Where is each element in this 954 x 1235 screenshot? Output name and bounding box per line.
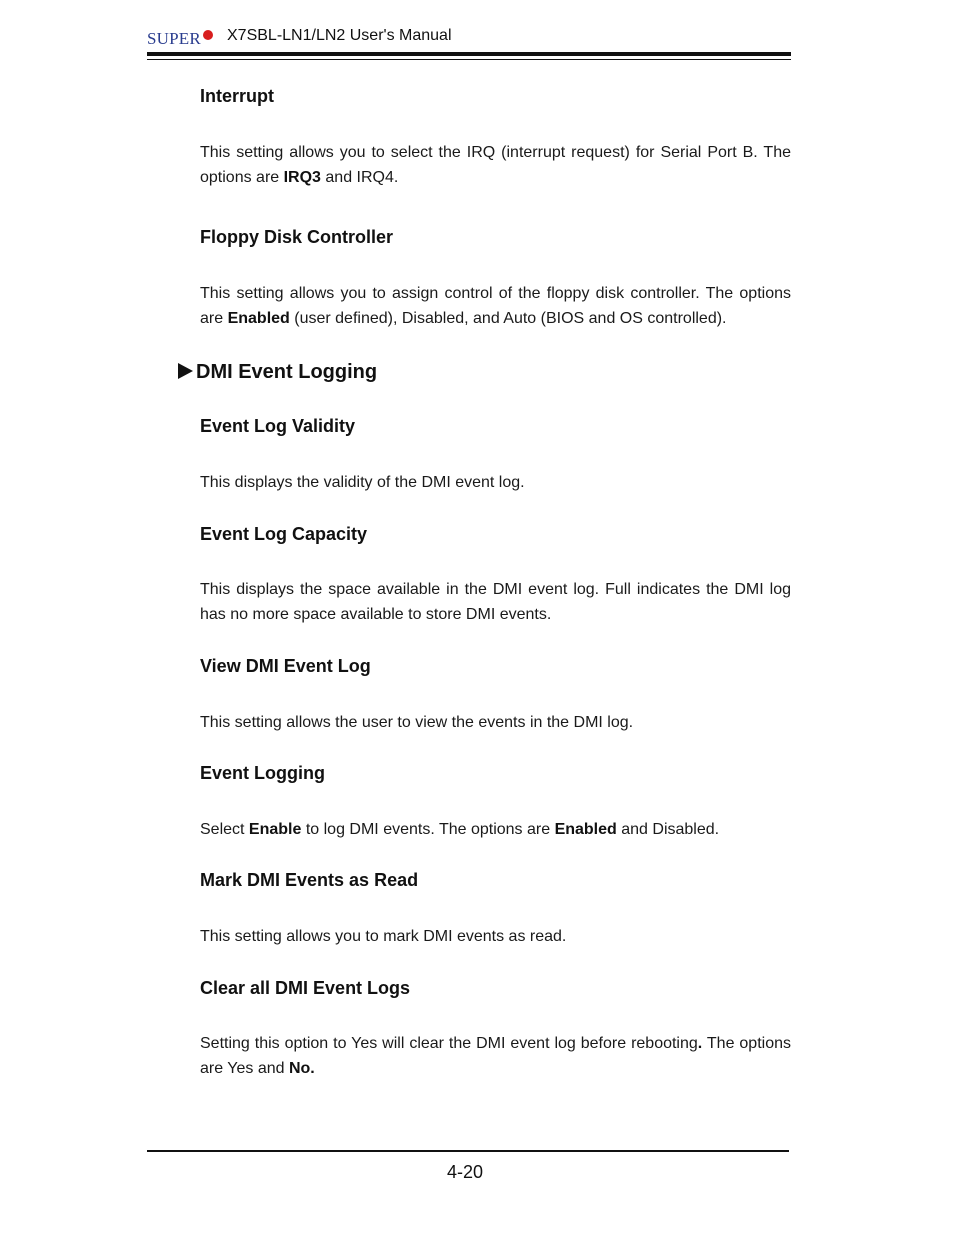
heading-clear-all-dmi-event-logs: Clear all DMI Event Logs <box>200 978 411 998</box>
header-rule-thick <box>147 52 791 56</box>
paragraph-interrupt: This setting allows you to select the IRQ (interrupt request) for Serial Port B. The options are IRQ3 and IRQ4. <box>200 144 791 186</box>
heading-event-log-validity: Event Log Validity <box>200 416 356 436</box>
paragraph-clear-all-dmi-event-logs: Setting this option to Yes will clear the DMI event log before rebooting. The options are Yes and No. <box>200 1035 792 1077</box>
triangle-bullet-icon <box>178 363 193 379</box>
supermicro-logo: SUPER <box>147 29 213 49</box>
heading-mark-dmi-events-as-read: Mark DMI Events as Read <box>200 870 419 890</box>
heading-floppy-disk-controller: Floppy Disk Controller <box>200 227 394 247</box>
manual-title: X7SBL-LN1/LN2 User's Manual <box>227 27 452 44</box>
paragraph-event-log-capacity: This displays the space available in the DMI event log. Full indicates the DMI log has no more space available to store DMI events. <box>200 581 791 623</box>
heading-event-log-capacity: Event Log Capacity <box>200 524 368 544</box>
logo-red-dot-icon <box>203 30 213 40</box>
heading-dmi-event-logging: DMI Event Logging <box>178 361 377 384</box>
page-header <box>147 24 791 64</box>
paragraph-event-logging: Select Enable to log DMI events. The options are Enabled and Disabled. <box>200 821 720 838</box>
paragraph-floppy-disk-controller: This setting allows you to assign control of the floppy disk controller. The options are Enabled (user defined), Disabled, and Auto (BIOS and OS controlled). <box>200 285 791 327</box>
footer-rule <box>147 1150 789 1152</box>
paragraph-view-dmi-event-log: This setting allows the user to view the events in the DMI log. <box>200 714 634 731</box>
paragraph-event-log-validity: This displays the validity of the DMI event log. <box>200 474 525 491</box>
heading-view-dmi-event-log: View DMI Event Log <box>200 656 371 676</box>
paragraph-mark-dmi-events-as-read: This setting allows you to mark DMI events as read. <box>200 928 567 945</box>
header-rule-thin <box>147 59 791 60</box>
heading-event-logging: Event Logging <box>200 763 325 783</box>
heading-interrupt: Interrupt <box>200 86 274 106</box>
page-number: 4-20 <box>447 1162 484 1182</box>
